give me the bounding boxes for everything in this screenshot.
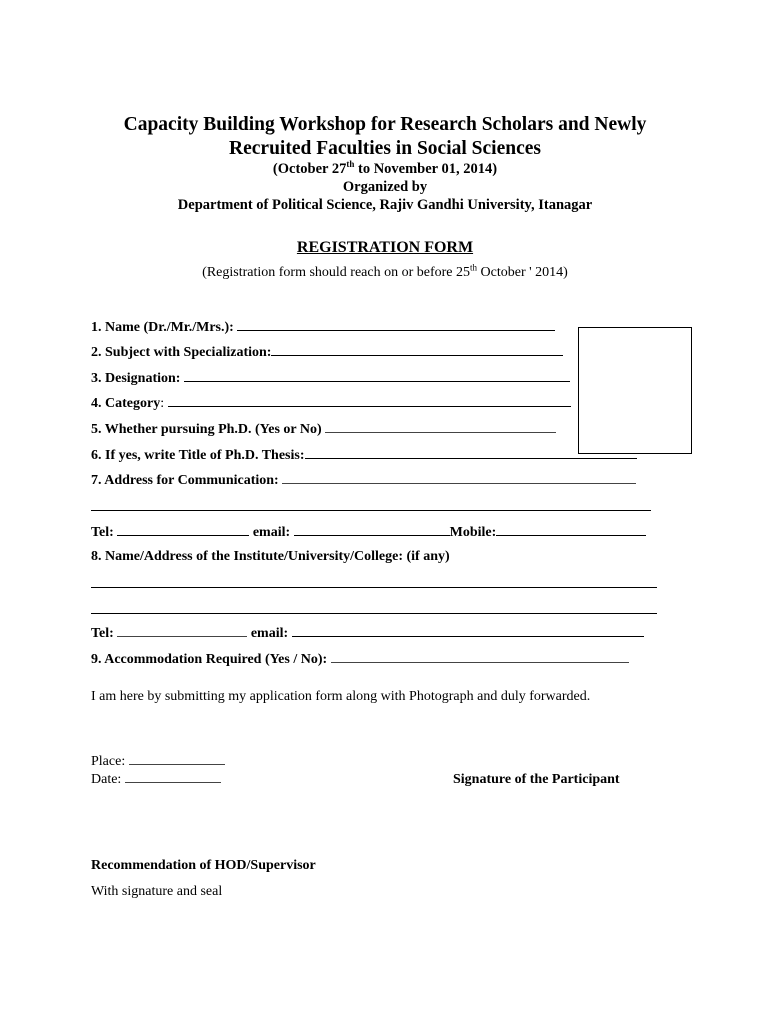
email-label-2: email: [250,626,289,641]
organized-by: Organized by [342,179,428,195]
institute-line-1[interactable] [91,587,657,588]
submission-note: (Registration form should reach on or before 25th October ' 2014) [202,262,568,280]
photo-box [578,327,692,454]
tel-line-2[interactable] [117,624,247,637]
address-line-2[interactable] [91,510,651,511]
seal-label: With signature and seal [91,884,223,899]
tel-label-1: Tel: [91,525,114,540]
institute-line-2[interactable] [91,613,657,614]
thesis-field[interactable] [91,446,637,465]
mobile-label: Mobile: [449,525,497,540]
name-line[interactable] [237,318,555,331]
address-field[interactable] [91,471,636,490]
date-field[interactable] [91,770,221,789]
title-line-2: Recruited Faculties in Social Sciences [229,138,541,159]
thesis-label: 6. If yes, write Title of Ph.D. Thesis: [91,448,305,463]
address-label: 7. Address for Communication: [91,473,279,488]
workshop-dates: (October 27th to November 01, 2014) [272,159,498,177]
date-label: Date: [91,772,122,787]
accommodation-field[interactable] [91,650,629,669]
institute-field [91,548,450,566]
title-line-1: Capacity Building Workshop for Research Scholars and Newly [123,114,647,135]
name-field[interactable] [91,318,555,337]
category-field[interactable] [91,394,571,413]
designation-label: 3. Designation: [91,371,181,386]
date-line[interactable] [125,770,221,783]
category-line[interactable] [168,394,571,407]
institute-label: 8. Name/Address of the Institute/University/College: (if any) [91,549,450,564]
accommodation-line[interactable] [331,650,629,663]
subject-label: 2. Subject with Specialization: [91,345,272,360]
phd-field[interactable] [91,420,556,439]
place-field[interactable] [91,752,225,771]
department: Department of Political Science, Rajiv Gandhi University, Itanagar [177,197,593,213]
place-label: Place: [91,754,126,769]
address-line[interactable] [282,471,636,484]
mobile-line[interactable] [496,523,646,536]
subject-line[interactable] [271,343,563,356]
signature-label: Signature of the Participant [453,772,620,787]
name-label: 1. Name (Dr./Mr./Mrs.): [91,320,234,335]
email-line-2[interactable] [292,624,644,637]
form-heading: REGISTRATION FORM [296,239,474,256]
subject-field[interactable] [91,343,563,362]
designation-line[interactable] [184,369,570,382]
category-colon: : [160,396,165,411]
thesis-line[interactable] [305,446,637,459]
contact-row-2 [91,624,644,643]
contact-row-1 [91,523,646,542]
designation-field[interactable] [91,369,570,388]
email-label-1: email: [252,525,291,540]
category-label: 4. Category [91,396,161,411]
accommodation-label: 9. Accommodation Required (Yes / No): [91,652,328,667]
tel-label-2: Tel: [91,626,114,641]
email-line-1[interactable] [294,523,450,536]
place-line[interactable] [129,752,225,765]
recommendation-label: Recommendation of HOD/Supervisor [91,858,316,873]
phd-line[interactable] [325,420,556,433]
declaration-text: I am here by submitting my application form along with Photograph and duly forwarded. [91,689,591,704]
phd-label: 5. Whether pursuing Ph.D. (Yes or No) [91,422,322,437]
tel-line-1[interactable] [117,523,249,536]
